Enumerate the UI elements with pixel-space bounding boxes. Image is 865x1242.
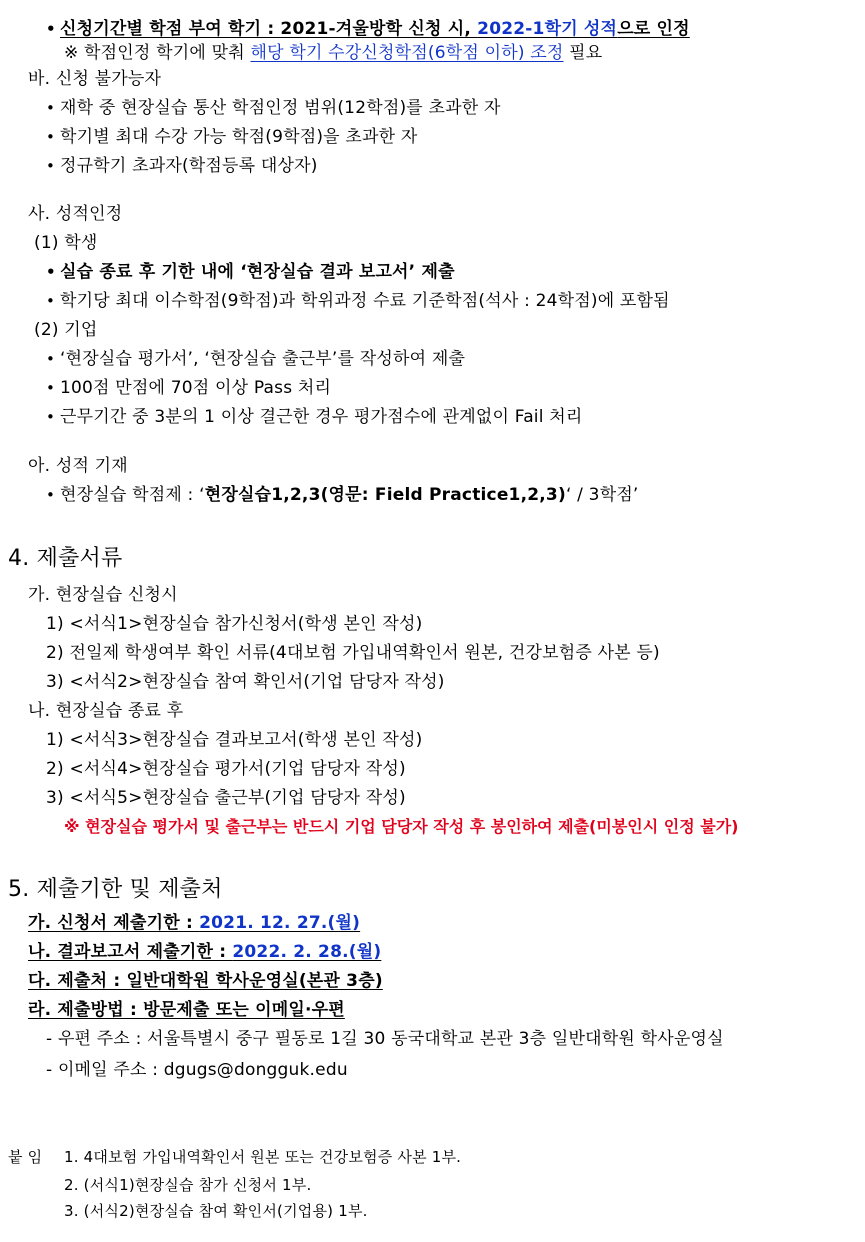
grading-heading: 사. 성적인정 bbox=[28, 204, 123, 224]
list-item-text: 실습 종료 후 기한 내에 ‘현장실습 결과 보고서’ 제출 bbox=[60, 262, 455, 282]
list-item-text: ‘현장실습 평가서’, ‘현장실습 출근부’를 작성하여 제출 bbox=[60, 349, 466, 369]
list-item-text: 학기당 최대 이수학점(9학점)과 학위과정 수료 기준학점(석사 : 24학점)에 포함됨 bbox=[60, 291, 670, 311]
note-link: 해당 학기 수강신청학점(6학점 이하) 조정 bbox=[250, 43, 564, 63]
bullet-icon: • bbox=[46, 486, 56, 504]
report-deadline-date: 2022. 2. 28.(월) bbox=[232, 942, 382, 962]
list-item bbox=[46, 261, 455, 283]
list-item bbox=[46, 155, 318, 177]
report-deadline bbox=[28, 941, 381, 963]
credit-term-label: 신청기간별 학점 부여 학기 : 2021-겨울방학 신청 시, bbox=[60, 19, 478, 39]
record-suffix: ‘ / 3학점’ bbox=[565, 485, 639, 505]
apply-deadline-label: 가. 신청서 제출기한 : bbox=[28, 913, 200, 933]
student-label: (1) 학생 bbox=[34, 233, 98, 253]
apply-deadline-date: 2021. 12. 27.(월) bbox=[199, 913, 361, 933]
bullet-icon: • bbox=[46, 20, 56, 38]
list-item-text: 재학 중 현장실습 통산 학점인정 범위(12학점)를 초과한 자 bbox=[60, 98, 501, 118]
submit-method: 라. 제출방법 : 방문제출 또는 이메일·우편 bbox=[28, 1000, 345, 1020]
list-item bbox=[46, 126, 418, 148]
list-item bbox=[46, 290, 670, 312]
record-course: 현장실습1,2,3(영문: Field Practice1,2,3) bbox=[204, 485, 566, 505]
list-item: 1) <서식1>현장실습 참가신청서(학생 본인 작성) bbox=[46, 614, 423, 634]
note-suffix: 필요 bbox=[563, 43, 603, 63]
attachments-label: 붙 임 bbox=[8, 1148, 43, 1166]
apply-deadline bbox=[28, 912, 360, 934]
credit-term-highlight: 2022-1학기 성적 bbox=[477, 19, 618, 39]
list-item: 2) 전일제 학생여부 확인 서류(4대보험 가입내역확인서 원본, 건강보험증 사본 등) bbox=[46, 643, 660, 663]
bullet-icon: • bbox=[46, 263, 56, 281]
list-item: 2) <서식4>현장실습 평가서(기업 담당자 작성) bbox=[46, 759, 406, 779]
warning-note: ※ 현장실습 평가서 및 출근부는 반드시 기업 담당자 작성 후 봉인하여 제출(미봉인시 인정 불가) bbox=[64, 817, 739, 836]
bullet-icon: • bbox=[46, 99, 56, 117]
bullet-icon: • bbox=[46, 157, 56, 175]
record-prefix: 현장실습 학점제 : ‘ bbox=[60, 485, 205, 505]
apply-heading: 가. 현장실습 신청시 bbox=[28, 585, 178, 605]
documents-title: 4. 제출서류 bbox=[8, 546, 123, 571]
bullet-icon: • bbox=[46, 408, 56, 426]
list-item-text: 근무기간 중 3분의 1 이상 결근한 경우 평가점수에 관계없이 Fail 처리 bbox=[60, 407, 583, 427]
end-heading: 나. 현장실습 종료 후 bbox=[28, 701, 184, 721]
attachment-item: 3. (서식2)현장실습 참여 확인서(기업용) 1부. bbox=[64, 1202, 368, 1220]
list-item bbox=[46, 97, 501, 119]
company-label: (2) 기업 bbox=[34, 320, 98, 340]
bullet-icon: • bbox=[46, 128, 56, 146]
ineligible-heading: 바. 신청 불가능자 bbox=[28, 69, 162, 89]
post-address: - 우편 주소 : 서울특별시 중구 필동로 1길 30 동국대학교 본관 3층 일반대학원 학사운영실 bbox=[46, 1029, 724, 1049]
attachment-item: 1. 4대보험 가입내역확인서 원본 또는 건강보험증 사본 1부. bbox=[64, 1148, 462, 1166]
bullet-icon: • bbox=[46, 379, 56, 397]
list-item-text: 100점 만점에 70점 이상 Pass 처리 bbox=[60, 378, 332, 398]
list-item bbox=[46, 406, 583, 428]
record-line bbox=[46, 484, 639, 506]
list-item bbox=[46, 377, 331, 399]
credit-term-note bbox=[64, 42, 602, 64]
list-item-text: 정규학기 초과자(학점등록 대상자) bbox=[60, 156, 318, 176]
list-item: 1) <서식3>현장실습 결과보고서(학생 본인 작성) bbox=[46, 730, 423, 750]
bullet-icon: • bbox=[46, 292, 56, 310]
bullet-icon: • bbox=[46, 350, 56, 368]
list-item: 3) <서식2>현장실습 참여 확인서(기업 담당자 작성) bbox=[46, 672, 445, 692]
note-prefix: ※ 학점인정 학기에 맞춰 bbox=[64, 43, 251, 63]
record-heading: 아. 성적 기재 bbox=[28, 456, 128, 476]
deadline-title: 5. 제출기한 및 제출처 bbox=[8, 877, 223, 902]
list-item bbox=[46, 348, 465, 370]
submit-place: 다. 제출처 : 일반대학원 학사운영실(본관 3층) bbox=[28, 971, 383, 991]
list-item-text: 학기별 최대 수강 가능 학점(9학점)을 초과한 자 bbox=[60, 127, 418, 147]
credit-term-line bbox=[46, 18, 690, 40]
attachment-item: 2. (서식1)현장실습 참가 신청서 1부. bbox=[64, 1176, 312, 1194]
credit-term-suffix: 으로 인정 bbox=[617, 19, 690, 39]
email-address: - 이메일 주소 : dgugs@dongguk.edu bbox=[46, 1060, 348, 1080]
list-item: 3) <서식5>현장실습 출근부(기업 담당자 작성) bbox=[46, 788, 406, 808]
report-deadline-label: 나. 결과보고서 제출기한 : bbox=[28, 942, 233, 962]
